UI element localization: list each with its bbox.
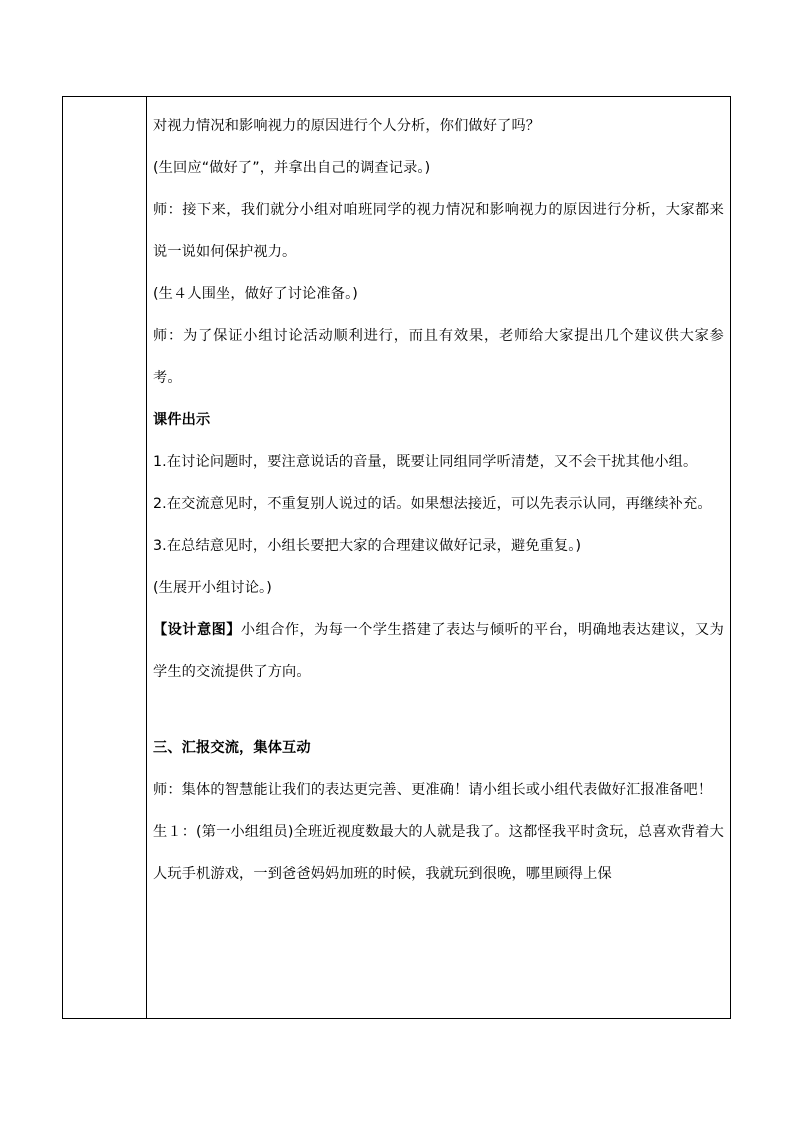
rule-item-1: 1.在讨论问题时，要注意说话的音量，既要让同组同学听清楚，又不会干扰其他小组。	[153, 454, 698, 470]
rule-item-2: 2.在交流意见时，不重复别人说过的话。如果想法接近，可以先表示认同，再继续补充。	[153, 496, 712, 512]
paragraph-visual-analysis: 对视力情况和影响视力的原因进行个人分析，你们做好了吗？	[153, 118, 541, 134]
paragraph-group-seating: (生４人围坐，做好了讨论准备。)	[153, 286, 358, 302]
courseware-heading: 课件出示	[153, 412, 211, 428]
paragraph-teacher-suggestions: 师：为了保证小组讨论活动顺利进行，而且有效果，老师给大家提出几个建议供大家参考。	[153, 328, 724, 386]
paragraph-group-discussion: (生展开小组讨论。)	[153, 580, 272, 596]
table-left-cell	[63, 97, 147, 1018]
design-intent-text: 小组合作，为每一个学生搭建了表达与倾听的平台，明确地表达建议，又为学生的交流提供了方向。	[153, 622, 725, 680]
paragraph-teacher-collective: 师：集体的智慧能让我们的表达更完善、更准确！请小组长或小组代表做好汇报准备吧！	[153, 782, 713, 798]
section-heading: 三、汇报交流，集体互动	[153, 740, 311, 756]
rule-item-3: 3.在总结意见时，小组长要把大家的合理建议做好记录，避免重复。)	[153, 538, 582, 554]
paragraph-teacher-next: 师：接下来，我们就分小组对咱班同学的视力情况和影响视力的原因进行分析，大家都来说一说如何保护视力。	[153, 202, 724, 260]
lesson-plan-table	[62, 96, 731, 1019]
section-spacer	[153, 693, 724, 727]
paragraph-student-response: (生回应“做好了”，并拿出自己的调查记录。)	[153, 160, 431, 176]
paragraph-student-1: 生１：(第一小组组员)全班近视度数最大的人就是我了。这都怪我平时贪玩，总喜欢背着大人玩手机游戏，一到爸爸妈妈加班的时候，我就玩到很晚，哪里顾得上保	[153, 824, 724, 882]
design-intent-label: 【设计意图】	[153, 622, 241, 638]
design-intent-paragraph	[153, 609, 724, 693]
table-content-cell	[147, 97, 730, 1018]
